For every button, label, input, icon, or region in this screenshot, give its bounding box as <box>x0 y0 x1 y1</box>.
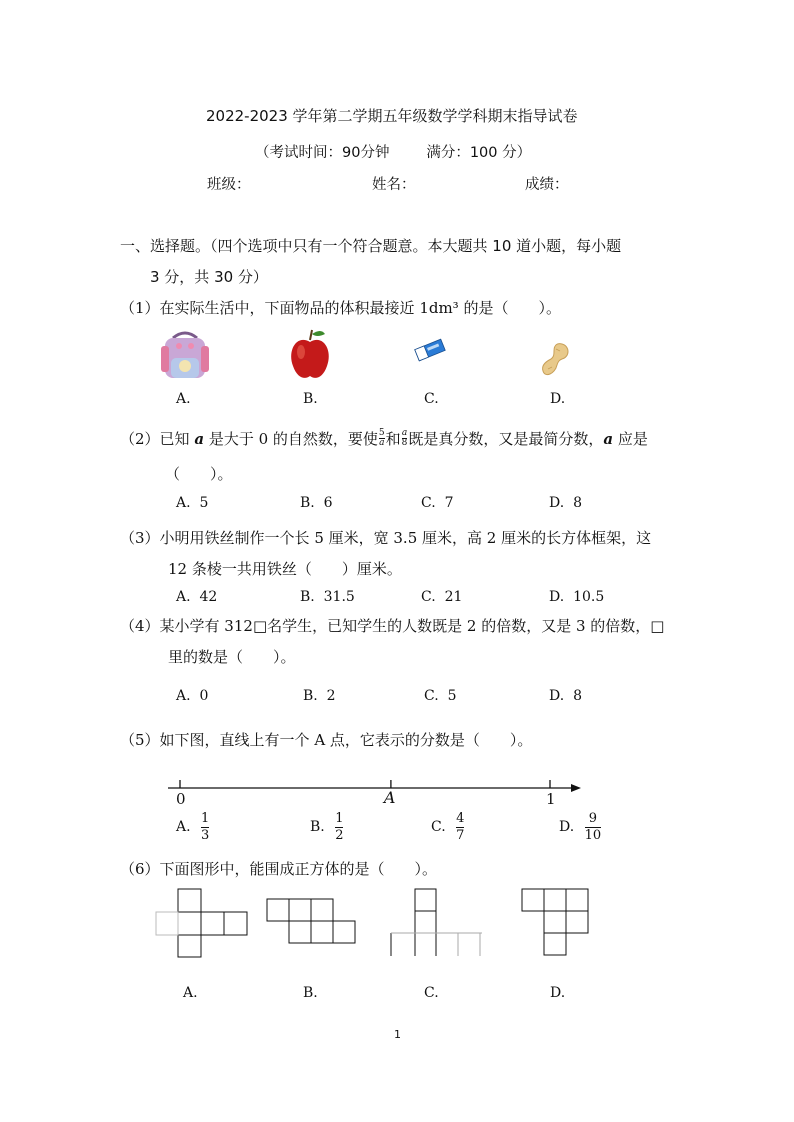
question-5: （5）如下图，直线上有一个 A 点，它表示的分数是（ ）。 <box>120 731 533 749</box>
q6-option-b[interactable]: B. <box>303 985 318 1001</box>
q6-option-c[interactable]: C. <box>424 985 439 1001</box>
q2-blank: （ ）。 <box>165 465 233 483</box>
q2-mid1: 是大于 0 的自然数，要使 <box>204 430 378 448</box>
cube-net-c[interactable] <box>390 888 485 958</box>
exam-info: （考试时间：90分钟 满分：100 分） <box>255 145 532 161</box>
q3-option-a[interactable]: A. 42 <box>176 589 218 605</box>
name-label: 姓名： <box>372 177 416 193</box>
question-6: （6）下面图形中，能围成正方体的是（ ）。 <box>120 860 438 878</box>
numberline-label-zero: 0 <box>176 790 186 808</box>
cube-net-b[interactable] <box>266 898 356 946</box>
q1-option-b[interactable]: B. <box>303 391 318 407</box>
q2-var-a-2: a <box>603 430 614 448</box>
q1-option-d[interactable]: D. <box>550 391 566 407</box>
cube-net-a[interactable] <box>155 888 250 958</box>
cube-net-d[interactable] <box>521 888 591 958</box>
class-label: 班级： <box>207 177 251 193</box>
q5-option-d[interactable]: D. $\frac{9}{10}$ <box>559 811 602 843</box>
q2-mid2: 既是真分数，又是最简分数， <box>408 430 604 448</box>
question-4: （4）某小学有 312□名学生，已知学生的人数既是 2 的倍数，又是 3 的倍数，□ <box>120 617 665 635</box>
q3-option-c[interactable]: C. 21 <box>421 589 463 605</box>
q5-option-c[interactable]: C. $\frac{4}{7}$ <box>431 811 465 843</box>
question-4-cont: 里的数是（ ）。 <box>168 648 296 666</box>
q6-option-d[interactable]: D. <box>550 985 566 1001</box>
score-label: 成绩： <box>525 177 569 193</box>
q3-option-b[interactable]: B. 31.5 <box>300 589 355 605</box>
q2-end: 应是 <box>613 430 648 448</box>
q2-and: 和 <box>385 430 401 448</box>
section-heading: 一、选择题。（四个选项中只有一个符合题意。本大题共 10 道小题，每小题 <box>120 237 622 255</box>
page-number: 1 <box>394 1028 401 1041</box>
exam-title: 2022-2023 学年第二学期五年级数学学科期末指导试卷 <box>206 107 578 125</box>
q2-option-c[interactable]: C. 7 <box>421 495 454 511</box>
q4-option-b[interactable]: B. 2 <box>303 688 336 704</box>
fraction-a-over-8: $\frac{a}{8}$ <box>401 427 408 448</box>
q1-option-a[interactable]: A. <box>176 391 191 407</box>
q2-var-a: a <box>194 430 205 448</box>
q1-option-c[interactable]: C. <box>424 391 439 407</box>
q2-option-b[interactable]: B. 6 <box>300 495 333 511</box>
q2-option-d[interactable]: D. 8 <box>549 495 582 511</box>
q5-option-a[interactable]: A. $\frac{1}{3}$ <box>176 811 210 843</box>
q6-option-a[interactable]: A. <box>183 985 198 1001</box>
numberline-label-a: A <box>383 788 396 807</box>
q2-option-a[interactable]: A. 5 <box>176 495 209 511</box>
section-heading-cont: 3 分，共 30 分） <box>150 268 268 286</box>
q2-pre: （2）已知 <box>120 430 195 448</box>
q4-option-d[interactable]: D. 8 <box>549 688 582 704</box>
fraction-5-over-a: $\frac{5}{a}$ <box>378 427 385 448</box>
numberline-label-one: 1 <box>546 790 556 808</box>
q5-option-b[interactable]: B. $\frac{1}{2}$ <box>310 811 344 843</box>
q4-option-a[interactable]: A. 0 <box>176 688 209 704</box>
question-3: （3）小明用铁丝制作一个长 5 厘米，宽 3.5 厘米，高 2 厘米的长方体框架，这 <box>120 529 652 547</box>
q3-option-d[interactable]: D. 10.5 <box>549 589 605 605</box>
question-1: （1）在实际生活中，下面物品的体积最接近 1dm³ 的是（ ）。 <box>120 299 561 317</box>
question-3-cont: 12 条棱一共用铁丝（ ）厘米。 <box>168 560 402 578</box>
q4-option-c[interactable]: C. 5 <box>424 688 457 704</box>
